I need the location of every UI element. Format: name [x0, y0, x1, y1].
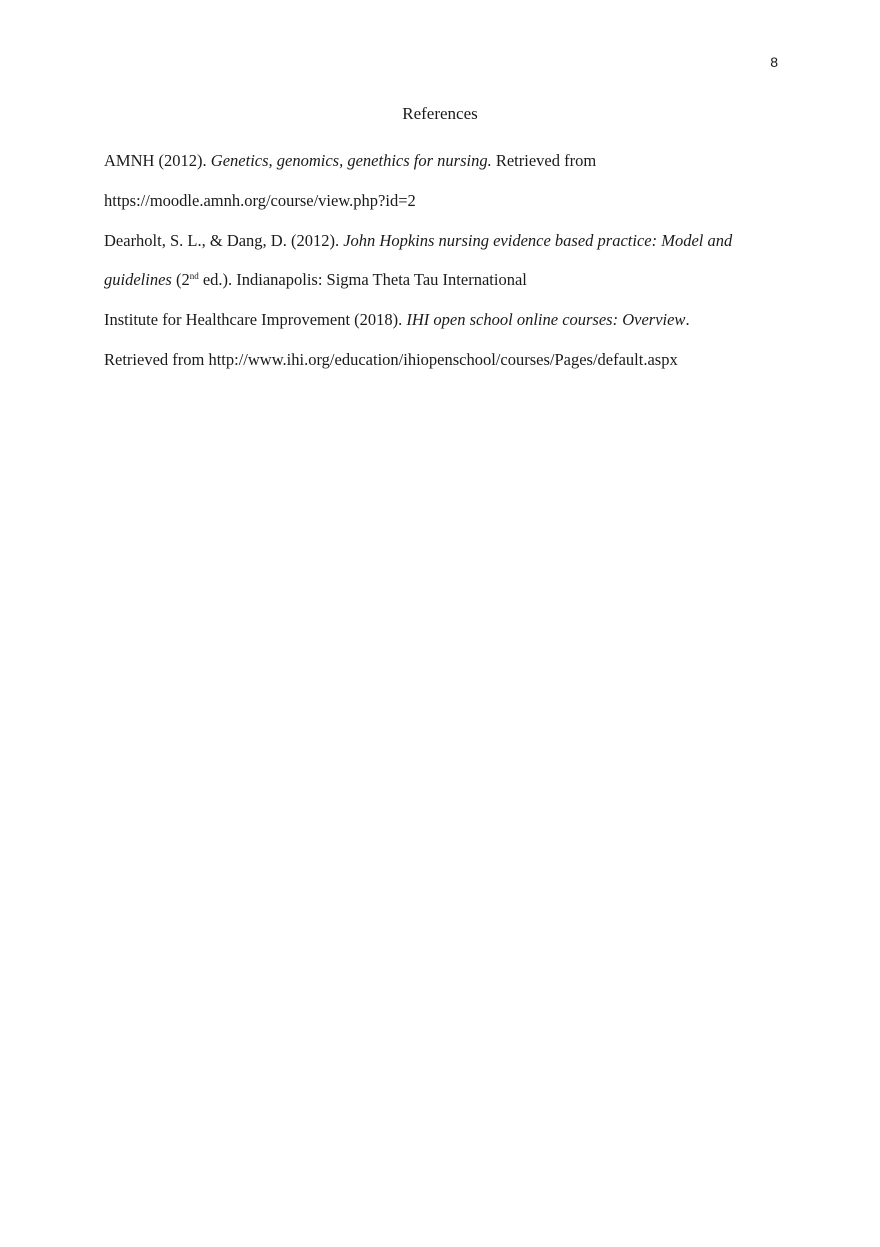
- reference-punctuation: .: [685, 310, 690, 330]
- reference-url: Retrieved from http://www.ihi.org/education/ihiopenschool/courses/Pages/default.aspx: [104, 349, 678, 369]
- reference-title: IHI open school online courses: Overview: [406, 310, 686, 330]
- reference-publisher: ed.). Indianapolis: Sigma Theta Tau International: [198, 270, 527, 290]
- reference-entry-dearholt: [104, 221, 784, 301]
- reference-line: [104, 221, 784, 261]
- reference-url: https://moodle.amnh.org/course/view.php?id=2: [104, 190, 416, 210]
- reference-author-date: Institute for Healthcare Improvement (2018).: [104, 310, 407, 330]
- reference-entry-ihi: [104, 300, 784, 380]
- reference-title-continued: guidelines: [104, 270, 172, 290]
- reference-author-date: Dearholt, S. L., & Dang, D. (2012).: [104, 230, 344, 250]
- reference-list: [104, 141, 784, 380]
- reference-edition-suffix: nd: [189, 271, 199, 282]
- references-heading: References: [402, 104, 478, 123]
- reference-title: Genetics, genomics, genethics for nursing.: [210, 151, 492, 170]
- reference-title: John Hopkins nursing evidence based practice: Model and: [343, 230, 733, 250]
- page-number: 8: [770, 54, 778, 70]
- reference-line: [104, 300, 784, 340]
- reference-author-date: AMNH (2012).: [104, 151, 211, 170]
- reference-line: [104, 260, 784, 300]
- reference-edition: (2: [171, 270, 190, 290]
- reference-retrieval: Retrieved from: [491, 151, 597, 170]
- reference-line: [104, 141, 784, 181]
- reference-entry-amnh: [104, 141, 784, 221]
